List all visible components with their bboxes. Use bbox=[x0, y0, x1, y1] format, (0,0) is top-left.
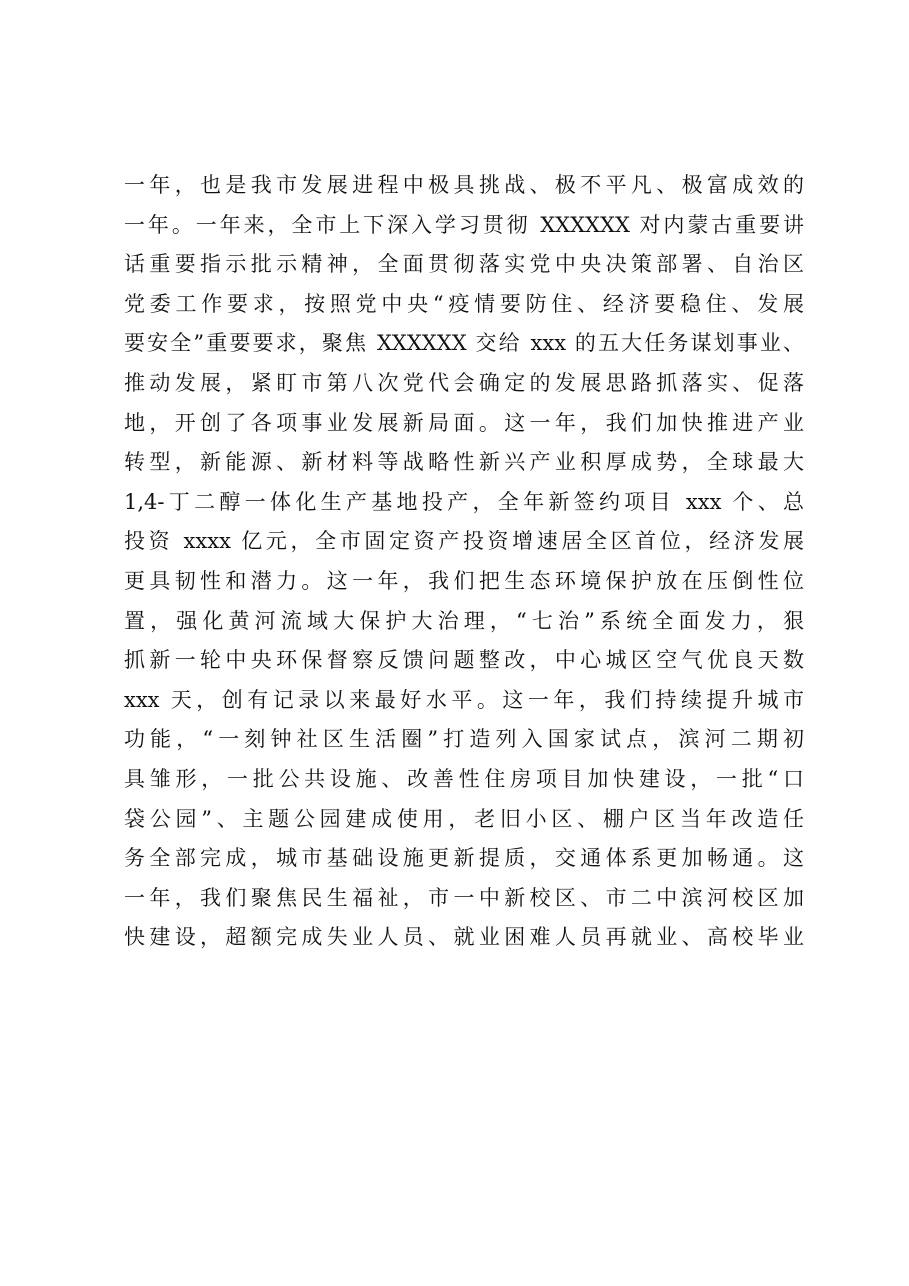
text-line: 抓新一轮中央环保督察反馈问题整改，中心城区空气优良天数 bbox=[124, 648, 804, 673]
text-line: 一年，我们聚焦民生福祉，市一中新校区、市二中滨河校区加 bbox=[124, 885, 804, 910]
text-line: xxx 天，创有记录以来最好水平。这一年，我们持续提升城市 bbox=[124, 687, 804, 712]
text-line: 具雏形，一批公共设施、改善性住房项目加快建设，一批“口 bbox=[124, 766, 804, 791]
text-line: 一年。一年来，全市上下深入学习贯彻 XXXXXX 对内蒙古重要讲 bbox=[124, 212, 804, 237]
text-line: 1,4-丁二醇一体化生产基地投产，全年新签约项目 xxx 个、总 bbox=[124, 489, 804, 514]
text-line: 地，开创了各项事业发展新局面。这一年，我们加快推进产业 bbox=[124, 410, 804, 435]
text-line: 党委工作要求，按照党中央“疫情要防住、经济要稳住、发展 bbox=[124, 291, 804, 316]
text-line: 推动发展，紧盯市第八次党代会确定的发展思路抓落实、促落 bbox=[124, 370, 804, 395]
text-line: 置，强化黄河流域大保护大治理，“七治”系统全面发力，狠 bbox=[124, 608, 804, 633]
body-paragraph bbox=[124, 166, 804, 958]
text-line: 一年，也是我市发展进程中极具挑战、极不平凡、极富成效的 bbox=[124, 173, 804, 197]
text-line: 功能，“一刻钟社区生活圈”打造列入国家试点，滨河二期初 bbox=[124, 727, 804, 752]
text-line: 要安全”重要要求，聚焦 XXXXXX 交给 xxx 的五大任务谋划事业、 bbox=[124, 331, 804, 356]
text-line: 快建设，超额完成失业人员、就业困难人员再就业、高校毕业 bbox=[124, 925, 804, 950]
text-line: 投资 xxxx 亿元，全市固定资产投资增速居全区首位，经济发展 bbox=[124, 529, 804, 554]
text-line: 话重要指示批示精神，全面贯彻落实党中央决策部署、自治区 bbox=[124, 252, 804, 277]
text-line: 袋公园”、主题公园建成使用，老旧小区、棚户区当年改造任 bbox=[124, 806, 804, 831]
text-line: 务全部完成，城市基础设施更新提质，交通体系更加畅通。这 bbox=[124, 846, 804, 871]
text-line: 转型，新能源、新材料等战略性新兴产业积厚成势，全球最大 bbox=[124, 450, 804, 475]
text-line: 更具韧性和潜力。这一年，我们把生态环境保护放在压倒性位 bbox=[124, 568, 804, 593]
